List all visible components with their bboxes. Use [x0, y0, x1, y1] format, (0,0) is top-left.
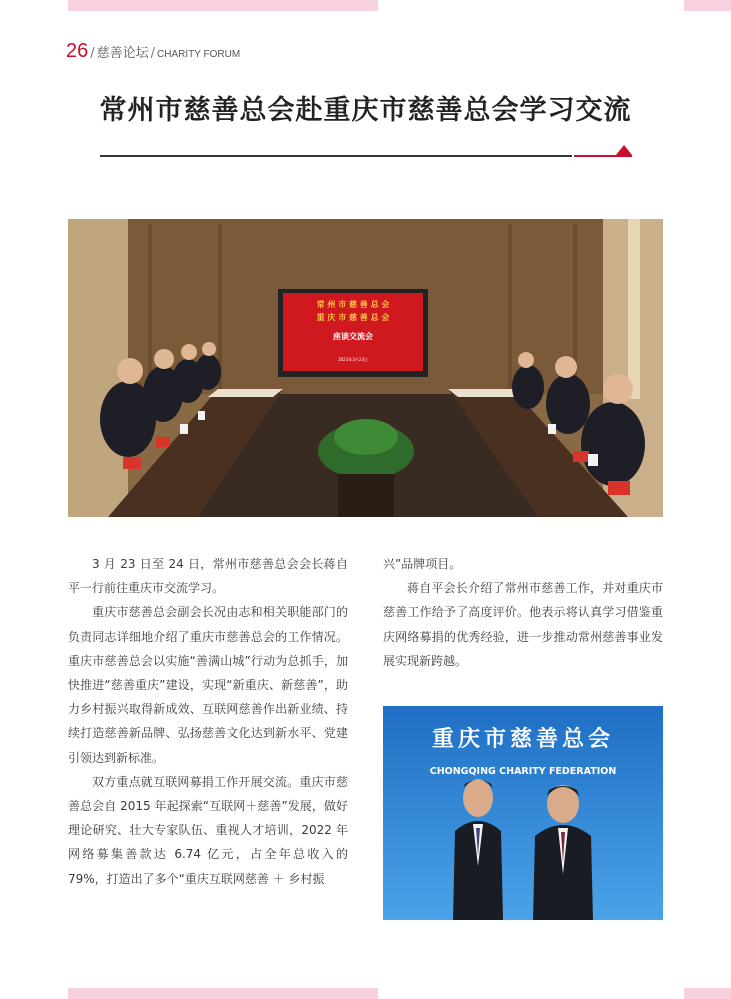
header-separator: /	[90, 46, 95, 61]
wall-sign-cn: 重庆市慈善总会	[431, 727, 615, 752]
top-pink-bar-left	[68, 0, 378, 11]
title-rule-accent	[574, 155, 632, 157]
running-header	[66, 40, 240, 62]
screen-date: 2023年3月23日	[338, 357, 368, 362]
screen-line-2: 重 庆 市 慈 善 总 会	[316, 313, 390, 322]
screen-line-3: 座谈交流会	[333, 332, 373, 341]
group-photo	[383, 706, 663, 920]
article-title: 常州市慈善总会赴重庆市慈善总会学习交流	[99, 95, 632, 126]
section-name-en: CHARITY FORUM	[157, 49, 241, 60]
title-rule	[100, 155, 572, 157]
paragraph-2: 重庆市慈善总会副会长况由志和相关职能部门的负责同志详细地介绍了重庆市慈善总会的工作情况。重庆市慈善总会以实施“善满山城”行动为总抓手，加快推进“慈善重庆”建设，实现“新重庆、新慈善”，助力乡村振兴取得新成效、互联网慈善作出新业绩、持续打造慈善新品牌、弘扬慈善文化达到新水平、党建引领达到新标准。	[68, 605, 348, 765]
paragraph-1: 3 月 23 日至 24 日，常州市慈善总会会长蒋自平一行前往重庆市交流学习。	[68, 557, 348, 596]
paragraph-3-continued: 兴”品牌项目。	[383, 557, 462, 571]
page-number: 26	[66, 40, 89, 62]
meeting-photo	[68, 219, 663, 517]
paragraph-3: 双方重点就互联网募捐工作开展交流。重庆市慈善总会自 2015 年起探索“互联网＋慈善”发展，做好理论研究、壮大专家队伍、重视人才培训，2022 年网络募集善款达 6.74 亿元，占全年总收入的 79%，打造出了多个“重庆互联网慈善 ＋ 乡村振	[68, 774, 348, 886]
bottom-pink-bar-right	[684, 988, 731, 999]
wall-sign-en: CHONGQING CHARITY FEDERATION	[429, 766, 617, 777]
paragraph-4: 蒋自平会长介绍了常州市慈善工作，并对重庆市慈善工作给予了高度评价。他表示将认真学习借鉴重庆网络募捐的优秀经验，进一步推动常州慈善事业发展实现新跨越。	[383, 581, 663, 668]
triangle-marker-icon	[616, 145, 632, 155]
article-body-right	[383, 552, 663, 673]
section-name-cn: 慈善论坛	[96, 46, 149, 61]
article-body-left	[68, 552, 348, 891]
bottom-pink-bar-left	[68, 988, 378, 999]
screen-line-1: 常 州 市 慈 善 总 会	[316, 300, 390, 309]
header-separator-2: /	[150, 46, 156, 61]
top-pink-bar-right	[684, 0, 731, 11]
